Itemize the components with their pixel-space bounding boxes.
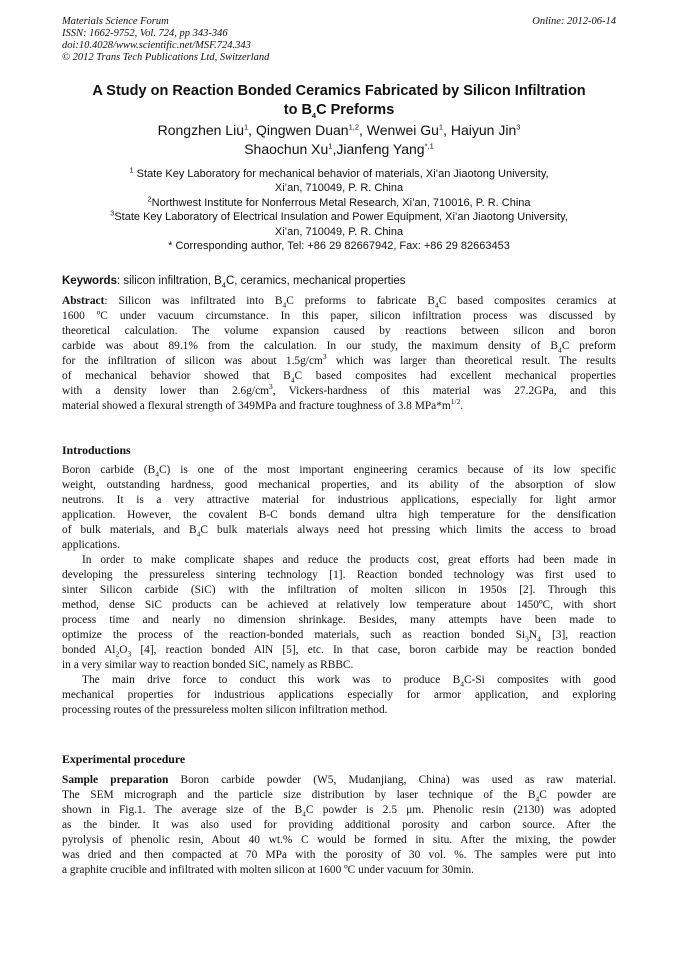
paragraph-line: bonded $Al_2O_3$ [4], reaction bonded AlN [5], etc. In that case, boron carbide may be reaction bonded bbox=[62, 644, 616, 659]
abstract-line: for the infiltration of silicon was about $1.5g/cm^3$ which was larger than theoretical result. The results bbox=[62, 352, 616, 367]
paragraph-line: weight, outstanding hardness, good mechanical properties, and its ability of the absorption of slow bbox=[62, 479, 616, 491]
paragraph-line: optimize the process of the reaction-bonded materials, such as reaction bonded $Si_3N_4$ [3], reaction bbox=[62, 629, 616, 644]
experimental-body bbox=[62, 773, 616, 878]
abstract-line: carbide was about 89.1% from the calculation. In our study, the maximum density of $B_4C$ preform bbox=[62, 340, 616, 355]
author-line-2: Shaochun Xu$^1$,Jianfeng Yang$^{*,1}$ bbox=[244, 141, 434, 157]
corresponding-author: * Corresponding author, Tel: +86 29 82667942, Fax: +86 29 82663453 bbox=[168, 240, 510, 253]
affiliation-1-city: Xi’an, 710049, P. R. China bbox=[274, 182, 404, 195]
author: Jianfeng Yang bbox=[336, 141, 425, 157]
paragraph-line: was dried and then compacted at 70 MPa with the porosity of 30 vol. %. The samples were put into bbox=[62, 849, 616, 861]
doi[interactable]: doi:10.4028/www.scientific.net/MSF.724.343 bbox=[62, 40, 251, 51]
issn: ISSN: 1662-9752, Vol. 724, pp 343-346 bbox=[62, 28, 228, 39]
affiliations bbox=[40, 167, 638, 253]
affiliation-2: $^2$Northwest Institute for Nonferrous Metal Research, Xi’an, 710016, P. R. China bbox=[147, 194, 531, 209]
paragraph-line: Boron carbide $(B_4C)$ is one of the most important engineering ceramics because of its low specific bbox=[62, 464, 617, 479]
paragraph-line: Sample preparation Boron carbide powder (W5, Mudanjiang, China) was used as raw material. bbox=[62, 774, 616, 786]
abstract-line: of mechanical behavior showed that $B_4C$ based composites had excellent mechanical properties bbox=[62, 370, 616, 385]
paragraph-line: shown in Fig.1. The average size of the $B_4C$ powder is 2.5 μm. Phenolic resin (2130) was adopted bbox=[62, 804, 616, 819]
subheading-sample-preparation: Sample preparation bbox=[62, 774, 169, 786]
abstract-line: theoretical calculation. The volume expansion caused by reactions between silicon and boron bbox=[62, 325, 616, 337]
paragraph-line: The SEM micrograph and the particle size distribution by laser technique of the $B_4C$ powder are bbox=[62, 789, 616, 804]
paragraph-line: a graphite crucible and infiltrated with molten silicon at 1600 ºC under vacuum for 30min. bbox=[62, 864, 474, 876]
affiliation-3-city: Xi’an, 710049, P. R. China bbox=[274, 225, 404, 238]
paragraph-line: In order to make complicate shapes and reduce the products cost, great efforts had been made in bbox=[82, 554, 616, 566]
journal-header bbox=[62, 16, 269, 64]
keywords-label: Keywords bbox=[62, 275, 117, 287]
paragraph-line: in a very similar way to reaction bonded SiC, namely as RBBC. bbox=[62, 659, 354, 671]
affiliation-3: $^3$State Key Laboratory of Electrical Insulation and Power Equipment, Xi’an Jiaotong University, bbox=[110, 208, 568, 224]
section-heading-introductions: Introductions bbox=[62, 443, 131, 457]
paragraph-line: processing routes of the pressureless molten silicon infiltration method. bbox=[62, 704, 388, 716]
abstract-line: 1600 ºC under vacuum circumstance. In this paper, silicon infiltration process was discussed by bbox=[62, 310, 616, 322]
author: Rongzhen Liu bbox=[157, 122, 244, 138]
keywords: Keywords: silicon infiltration, $B_4C$, ceramics, mechanical properties bbox=[62, 275, 406, 290]
copyright: © 2012 Trans Tech Publications Ltd, Switzerland bbox=[62, 52, 270, 63]
paragraph-line: application. However, the covalent B-C bonds demand ultra high temperature for the densification bbox=[62, 509, 616, 521]
author: Haiyun Jin bbox=[450, 122, 517, 138]
author: Shaochun Xu bbox=[244, 141, 329, 157]
introductions-body bbox=[62, 463, 616, 718]
author-list bbox=[40, 121, 638, 159]
author: Wenwei Gu bbox=[366, 122, 439, 138]
paragraph-line: process time and nearly no dimension shrinkage. Besides, many attempts have been made to bbox=[62, 614, 616, 626]
abstract-line: material showed a flexural strength of 349MPa and fracture toughness of 3.8 $MPa*m^{1/2}$. bbox=[62, 397, 464, 412]
paragraph-line: neutrons. It is a very attractive material for industrious applications, especially for light armor bbox=[62, 494, 616, 506]
abstract-line: Abstract: Silicon was infiltrated into $B_4C$ preforms to fabricate $B_4C$ based composites ceramics at bbox=[62, 295, 617, 310]
paragraph-line: method, dense SiC products can be achieved at relatively low temperature about 1450ºC, with short bbox=[62, 599, 616, 611]
title-line-1: A Study on Reaction Bonded Ceramics Fabricated by Silicon Infiltration bbox=[92, 83, 586, 99]
paragraph-line: applications. bbox=[62, 539, 120, 551]
paper-title bbox=[40, 82, 638, 120]
journal-name: Materials Science Forum bbox=[62, 16, 169, 27]
title-line-2: to $B_4C$ Preforms bbox=[283, 102, 395, 120]
author-line-1: Rongzhen Liu$^1$, Qingwen Duan$^{1,2}$, Wenwei Gu$^1$, Haiyun Jin$^3$ bbox=[157, 122, 521, 138]
abstract-label: Abstract bbox=[62, 295, 105, 307]
abstract bbox=[62, 294, 616, 414]
paragraph-line: mechanical properties for industrious applications especially for armor application, and exploring bbox=[62, 689, 616, 701]
abstract-line: with a density lower than $2.6g/cm^3$, Vickers-hardness of this material was 27.2GPa, and this bbox=[62, 382, 617, 397]
paragraph-line: sinter Silicon carbide (SiC) with the infiltration of molten silicon in 1950s [2]. Through this bbox=[62, 584, 616, 596]
paragraph-line: of bulk materials, and $B_4C$ bulk materials always need hot pressing which limits the access to broad bbox=[62, 524, 616, 539]
paragraph-line: pyrolysis of phenolic resin, About 40 wt.% C would be formed in situ. After the mixing, the powder bbox=[62, 834, 616, 846]
section-heading-experimental: Experimental procedure bbox=[62, 752, 186, 766]
paragraph-line: The main drive force to conduct this work was to produce $B_4C-Si$ composites with good bbox=[82, 674, 617, 689]
author: Qingwen Duan bbox=[255, 122, 349, 138]
paragraph-line: as the binder. It was also used for providing additional porosity and carbon source. After the bbox=[62, 819, 616, 831]
affiliation-1: $^1$ State Key Laboratory for mechanical behavior of materials, Xi’an Jiaotong University, bbox=[129, 165, 549, 180]
paragraph-line: developing the pressureless sintering technology [1]. Reaction bonded technology was first used to bbox=[62, 569, 616, 581]
online-date: Online: 2012-06-14 bbox=[532, 16, 616, 27]
